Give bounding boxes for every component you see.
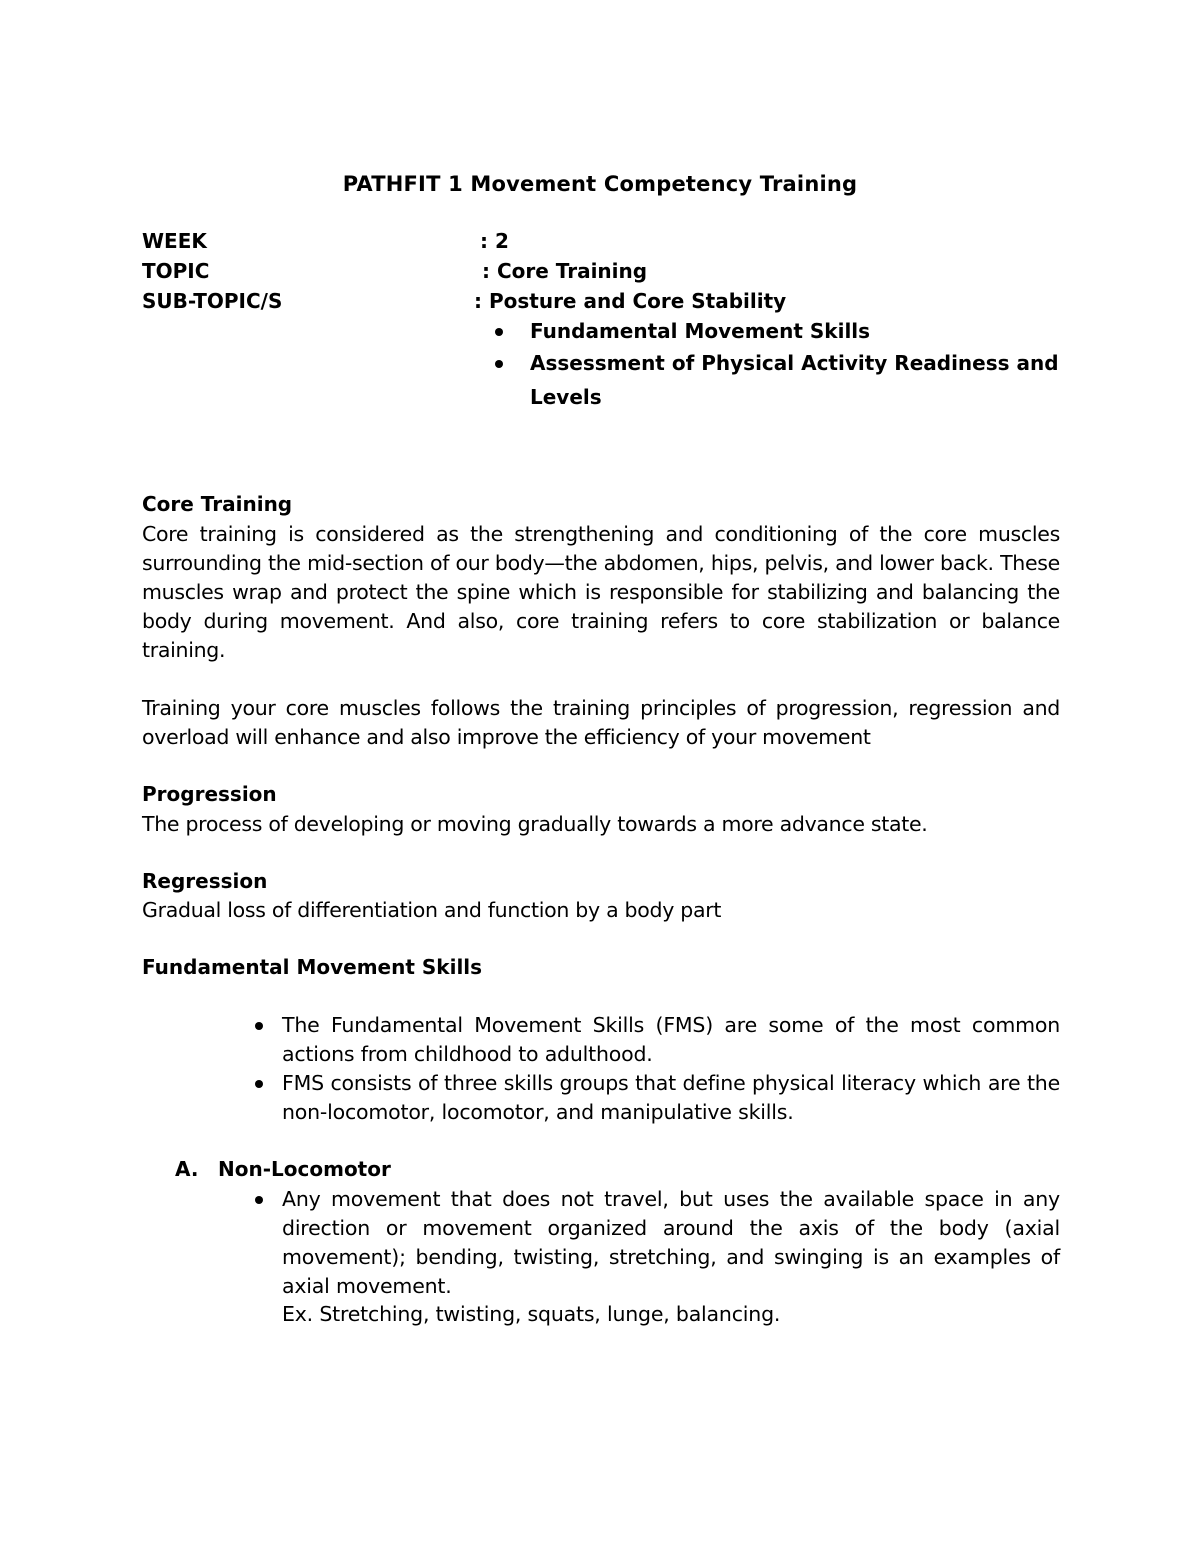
section-heading-non-locomotor: Non-Locomotor	[218, 1157, 391, 1181]
meta-value-week: : 2	[480, 229, 509, 253]
meta-label-topic: TOPIC	[142, 259, 210, 283]
non-locomotor-item: Any movement that does not travel, but uses the available space in any direction or movement organized around the axis of the body (axial movement); bending, twisting, stretching, and swinging is an examples of axial movement.	[282, 1187, 1060, 1298]
section-heading-fms: Fundamental Movement Skills	[142, 955, 483, 979]
bullet-icon	[255, 1196, 263, 1204]
document-title: PATHFIT 1 Movement Competency Training	[342, 172, 858, 196]
meta-value-topic: : Core Training	[482, 259, 648, 283]
subtopic-item: Assessment of Physical Activity Readiness and Levels	[530, 351, 1059, 409]
section-heading-core-training: Core Training	[142, 492, 293, 516]
meta-value-subtopic: : Posture and Core Stability	[474, 289, 787, 313]
non-locomotor-example: Ex. Stretching, twisting, squats, lunge, balancing.	[282, 1302, 781, 1326]
core-training-paragraph: Core training is considered as the strengthening and conditioning of the core muscles surrounding the mid-section of our body—the abdomen, hips, pelvis, and lower back. These muscles wrap and protect the spine which is responsible for stabilizing and balancing the body during movement. And also, core training refers to core stabilization or balance training.	[142, 522, 1060, 662]
list-letter: A.	[175, 1157, 199, 1181]
meta-label-week: WEEK	[142, 229, 207, 253]
meta-label-subtopic: SUB-TOPIC/S	[142, 289, 283, 313]
section-heading-regression: Regression	[142, 869, 268, 893]
bullet-icon	[255, 1022, 263, 1030]
subtopic-item: Fundamental Movement Skills	[530, 319, 871, 343]
progression-definition: The process of developing or moving gradually towards a more advance state.	[142, 812, 928, 836]
bullet-icon	[495, 360, 503, 368]
bullet-icon	[495, 328, 503, 336]
bullet-icon	[255, 1080, 263, 1088]
core-principles-paragraph: Training your core muscles follows the training principles of progression, regression and overload will enhance and also improve the efficiency of your movement	[142, 696, 1060, 749]
regression-definition: Gradual loss of differentiation and function by a body part	[142, 898, 722, 922]
fms-list-item: The Fundamental Movement Skills (FMS) are some of the most common actions from childhood to adulthood.	[282, 1013, 1060, 1066]
fms-list-item: FMS consists of three skills groups that define physical literacy which are the non-locomotor, locomotor, and manipulative skills.	[282, 1071, 1060, 1124]
section-heading-progression: Progression	[142, 782, 277, 806]
